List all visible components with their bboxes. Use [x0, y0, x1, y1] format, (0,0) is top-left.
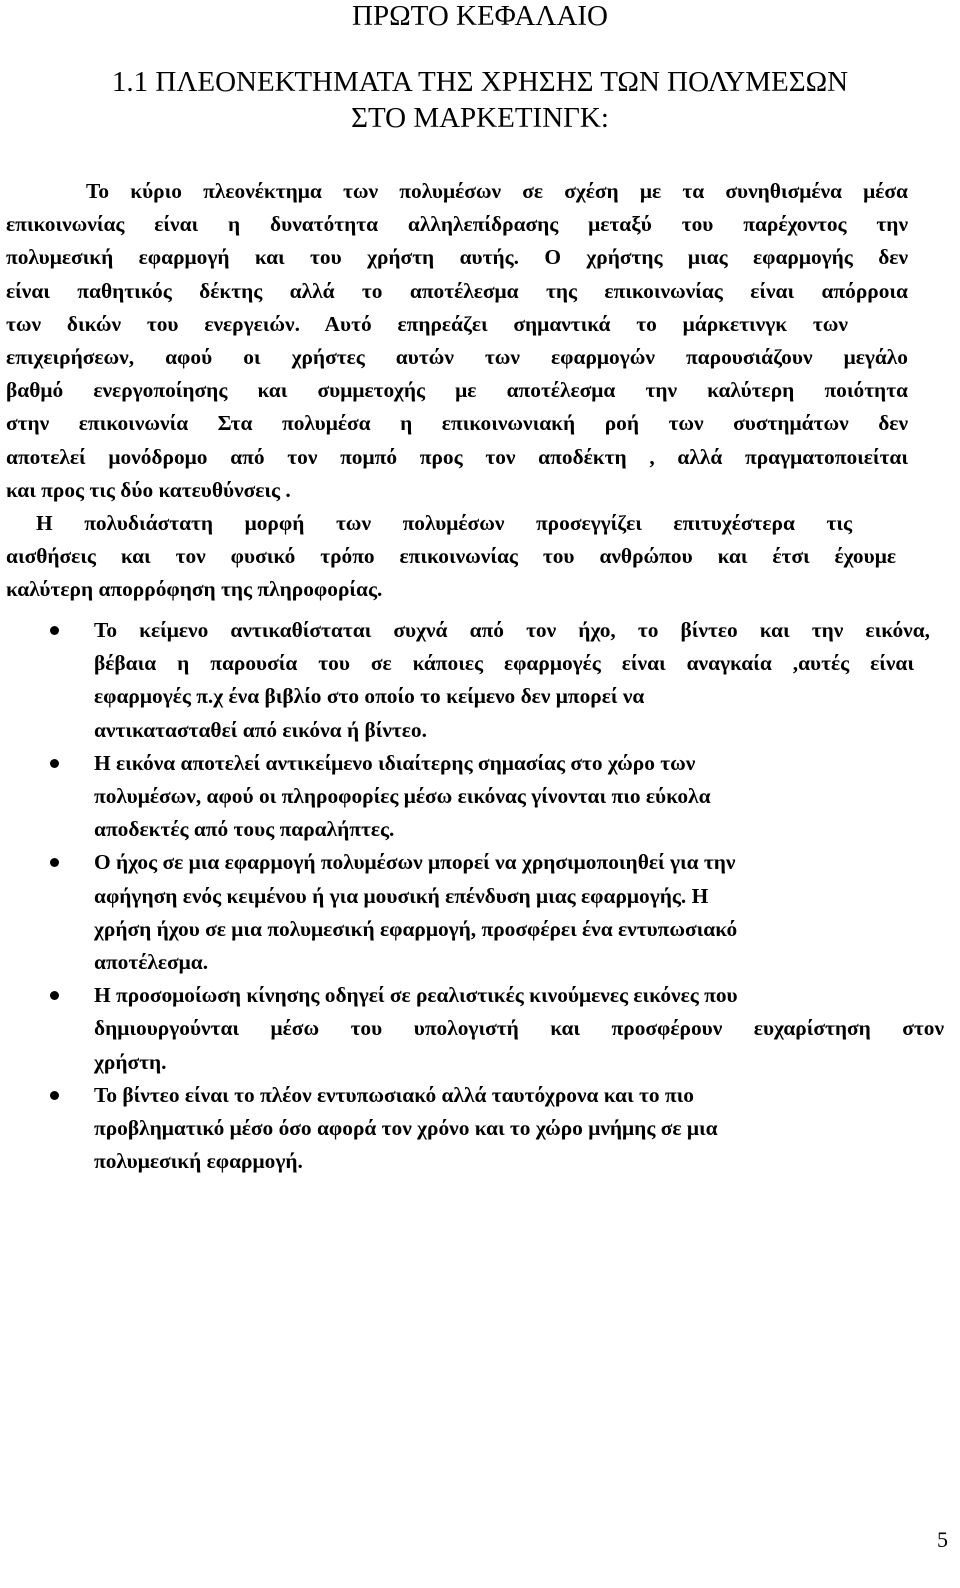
bullet-list: [0, 614, 960, 1178]
list-item-line: βέβαια η παρουσία του σε κάποιες εφαρμογές είναι αναγκαία ,αυτές είναι: [94, 651, 914, 676]
body-text: [6, 175, 908, 607]
paragraph-line: βαθμό ενεργοποίησης και συμμετοχής με αποτέλεσμα την καλύτερη ποιότητα: [6, 378, 908, 403]
paragraph-line: Η πολυδιάστατη μορφή των πολυμέσων προσεγγίζει επιτυχέστερα τις: [36, 511, 852, 536]
paragraph-line: των δικών του ενεργειών. Αυτό επηρεάζει σημαντικά το μάρκετινγκ των: [6, 311, 848, 336]
list-item-line: αντικατασταθεί από εικόνα ή βίντεο.: [94, 717, 427, 742]
list-item-line: αποτέλεσμα.: [94, 950, 209, 975]
list-item-line: χρήστη.: [94, 1049, 167, 1074]
bullet-icon: [50, 1091, 59, 1100]
list-item: [0, 614, 930, 747]
list-item-line: Η εικόνα αποτελεί αντικείμενο ιδιαίτερης σημασίας στο χώρο των: [94, 750, 696, 775]
list-item-line: εφαρμογές π.χ ένα βιβλίο στο οποίο το κείμενο δεν μπορεί να: [94, 684, 645, 709]
list-item: [0, 846, 916, 979]
paragraph-line: είναι παθητικός δέκτης αλλά το αποτέλεσμα της επικοινωνίας είναι απόρροια: [6, 278, 908, 303]
second-paragraph: [6, 507, 908, 607]
page-number: 5: [937, 1527, 948, 1552]
list-item-line: πολυμέσων, αφού οι πληροφορίες μέσω εικόνας γίνονται πιο εύκολα: [94, 784, 711, 809]
list-item-line: δημιουργούνται μέσω του υπολογιστή και προσφέρουν ευχαρίστηση στον: [94, 1016, 944, 1041]
section-title-line-2: ΣΤΟ ΜΑΡΚΕΤΙΝΓΚ:: [351, 102, 609, 134]
paragraph-line: επιχειρήσεων, αφού οι χρήστες αυτών των εφαρμογών παρουσιάζουν μεγάλο: [6, 345, 908, 370]
paragraph-line: επικοινωνίας είναι η δυνατότητα αλληλεπίδρασης μεταξύ του παρέχοντος την: [6, 212, 908, 237]
list-item-line: πολυμεσική εφαρμογή.: [94, 1149, 303, 1174]
paragraph-line: στην επικοινωνία Στα πολυμέσα η επικοινωνιακή ροή των συστημάτων δεν: [6, 411, 908, 436]
list-item-line: Η προσομοίωση κίνησης οδηγεί σε ρεαλιστικές κινούμενες εικόνες που: [94, 983, 738, 1008]
list-item: [0, 1079, 916, 1179]
list-item-line: προβληματικό μέσο όσο αφορά τον χρόνο και το χώρο μνήμης σε μια: [94, 1116, 718, 1141]
paragraph-line: πολυμεσική εφαρμογή και του χρήστη αυτής. Ο χρήστης μιας εφαρμογής δεν: [6, 245, 908, 270]
paragraph-line: αισθήσεις και τον φυσικό τρόπο επικοινωνίας του ανθρώπου και έτσι έχουμε: [6, 544, 896, 569]
list-item-line: Ο ήχος σε μια εφαρμογή πολυμέσων μπορεί να χρησιμοποιηθεί για την: [94, 850, 736, 875]
paragraph-line: καλύτερη απορρόφηση της πληροφορίας.: [6, 577, 383, 602]
paragraph-line: Το κύριο πλεονέκτημα των πολυμέσων σε σχέση με τα συνηθισμένα μέσα: [86, 179, 908, 203]
list-item-line: αφήγηση ενός κειμένου ή για μουσική επένδυση μιας εφαρμογής. Η: [94, 883, 709, 908]
intro-paragraph: [6, 175, 908, 507]
section-title-line-1: 1.1 ΠΛΕΟΝΕΚΤΗΜΑΤΑ ΤΗΣ ΧΡΗΣΗΣ ΤΩΝ ΠΟΛΥΜΕΣΩΝ: [111, 66, 849, 98]
list-item-line: Το κείμενο αντικαθίσταται συχνά από τον ήχο, το βίντεο και την εικόνα,: [94, 618, 930, 642]
list-item-line: Το βίντεο είναι το πλέον εντυπωσιακό αλλά ταυτόχρονα και το πιο: [94, 1082, 694, 1107]
list-item-line: χρήση ήχου σε μια πολυμεσική εφαρμογή, προσφέρει ένα εντυπωσιακό: [94, 916, 738, 941]
bullet-icon: [50, 626, 59, 635]
chapter-title: ΠΡΩΤΟ ΚΕΦΑΛΑΙΟ: [352, 0, 608, 32]
section-title: [20, 64, 940, 136]
bullet-icon: [50, 991, 59, 1000]
paragraph-line: αποτελεί μονόδρομο από τον πομπό προς τον αποδέκτη , αλλά πραγματοποιείται: [6, 444, 908, 469]
list-item-line: αποδεκτές από τους παραλήπτες.: [94, 817, 395, 842]
paragraph-line: και προς τις δύο κατευθύνσεις .: [6, 477, 291, 502]
bullet-icon: [50, 858, 59, 867]
list-item: [0, 747, 916, 847]
bullet-icon: [50, 759, 59, 768]
list-item: [0, 979, 944, 1079]
